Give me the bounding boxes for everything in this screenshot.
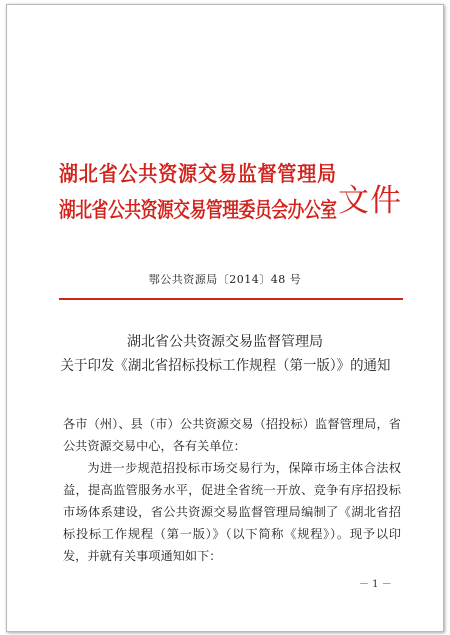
document-page [6, 4, 444, 632]
notice-title [7, 330, 443, 378]
issuing-authority-line-2: 湖北省公共资源交易管理委员会办公室 [59, 198, 337, 222]
document-label: 文件 [338, 183, 402, 219]
issuing-authority-line-1: 湖北省公共资源交易监督管理局 [59, 162, 337, 186]
notice-title-line-2: 关于印发《湖北省招标投标工作规程（第一版）》的通知 [60, 358, 390, 374]
addressee-paragraph: 各市（州）、县（市）公共资源交易（招投标）监督管理局，省公共资源交易中心，各有关单位： [63, 417, 401, 453]
body-paragraph-1: 为进一步规范招投标市场交易行为，保障市场主体合法权益，提高监管服务水平，促进全省统一开放、竞争有序招投标市场体系建设，省公共资源交易监督管理局编制了《湖北省招标投标工作规程（第一版）》（以下简称《规程》）。现予以印发，并就有关事项通知如下： [63, 461, 401, 563]
notice-title-line-1: 湖北省公共资源交易监督管理局 [127, 334, 323, 350]
issuing-authority-header [59, 161, 359, 223]
page-number: － 1 － [359, 579, 392, 590]
document-number: 鄂公共资源局〔2014〕48 号 [148, 273, 302, 286]
red-divider-line [59, 298, 403, 300]
notice-body [63, 413, 401, 567]
